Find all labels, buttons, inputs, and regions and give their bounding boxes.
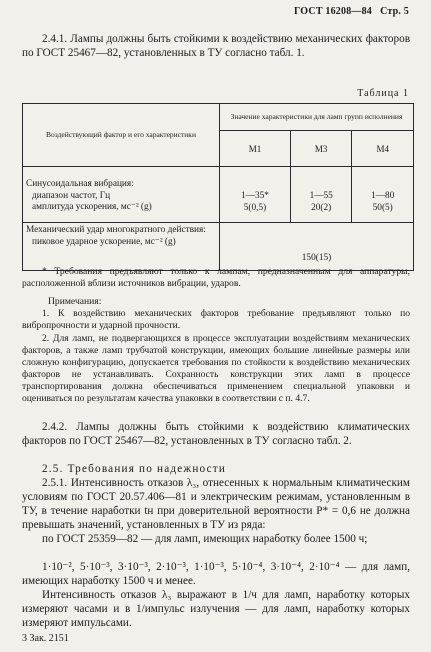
- table-header-m1: М1: [220, 131, 291, 167]
- frequency-range-label: диапазон частот, Гц: [32, 190, 111, 201]
- vibration-label: Синусоидальная вибрация:: [26, 179, 134, 189]
- paragraph-failure-units: Интенсивность отказов λ₃ выражают в 1/ч для ламп, наработку которых измеряют часами и в 1/импульс излучения — для ламп, наработку которых измеряют импульсами.: [22, 589, 410, 629]
- acceleration-label: амплитуда ускорения, мс⁻² (g): [32, 202, 152, 212]
- note-2: 2. Для ламп, не подвергающихся в процессе эксплуатации воздействиям механических факторов, а также ламп трубчатой конструкции, имеющих большие линейные размеры или сложную конфигурацию, допускается требования по стойкости к воздействию механических факторов не устанавливать. Сохранность конструкции этих ламп в процессе транспортирования должна обеспечиваться применением специальной упаковки и оцениваться по результатам качества упаковки в соответствии с п. 4.7.: [22, 333, 410, 404]
- table-caption: Таблица 1: [357, 88, 409, 99]
- page-header: [294, 6, 409, 17]
- table-cell-m4-vibration: 1—80 50(5): [352, 167, 414, 223]
- paragraph-2-4-2: 2.4.2. Лампы должны быть стойкими к воздействию климатических факторов по ГОСТ 25467—82, установленных в ТУ согласно табл. 2.: [22, 421, 410, 447]
- section-2-5-title: 2.5. Требования по надежности: [42, 463, 227, 475]
- peak-acceleration-label: пиковое ударное ускорение, мс⁻² (g): [32, 236, 176, 247]
- failure-rate-series-2: 1·10⁻², 5·10⁻³, 3·10⁻³, 2·10⁻³, 1·10⁻³, 5·10⁻⁴, 3·10⁻⁴, 2·10⁻⁴ — для ламп, имеющих наработку 1500 ч и менее.: [22, 561, 410, 587]
- table-cell-m1-vibration: 1—35* 5(0,5): [220, 167, 291, 223]
- shock-label: Механический удар многократного действия:: [26, 225, 206, 235]
- standard-number: ГОСТ 16208—84: [293, 6, 372, 17]
- table-cell-shock: [23, 223, 220, 271]
- table-cell-shock-value: 150(15): [220, 223, 414, 271]
- table-header-factor: Воздействующий фактор и его характеристики: [23, 104, 220, 167]
- table-header-group: Значение характеристики для ламп групп исполнения: [220, 104, 414, 131]
- paragraph-2-5-1: 2.5.1. Интенсивность отказов λ₃, отнесенных к нормальным климатическим условиям по ГОСТ 20.57.406—81 и электрическим режимам, установленным в ТУ, в течение наработки tн при доверительной вероятности P* = 0,6 не должна превышать значений, установленных в ТУ из ряда:: [22, 477, 410, 531]
- page-footer: 3 Зак. 2151: [22, 633, 69, 644]
- table-header-m4: М4: [352, 131, 414, 167]
- table-cell-m3-vibration: 1—55 20(2): [290, 167, 352, 223]
- notes-title: Примечания:: [48, 296, 102, 307]
- table-cell-vibration: [23, 167, 220, 223]
- page-number: Стр. 5: [380, 6, 409, 17]
- failure-rate-series-1: по ГОСТ 25359—82 — для ламп, имеющих наработку более 1500 ч;: [42, 533, 368, 545]
- note-1: 1. К воздействию механических факторов требование предъявляют только по вибропрочности и ударной прочности.: [22, 308, 410, 331]
- paragraph-2-4-1: 2.4.1. Лампы должны быть стойкими к воздействию механических факторов по ГОСТ 25467—82, установленных в ТУ согласно табл. 1.: [22, 33, 410, 59]
- footnote: * Требования предъявляют только к лампам, предназначенным для аппаратуры, расположенной вблизи источников вибрации, ударов.: [22, 266, 410, 289]
- table-header-m3: М3: [290, 131, 352, 167]
- table-1: [22, 103, 414, 271]
